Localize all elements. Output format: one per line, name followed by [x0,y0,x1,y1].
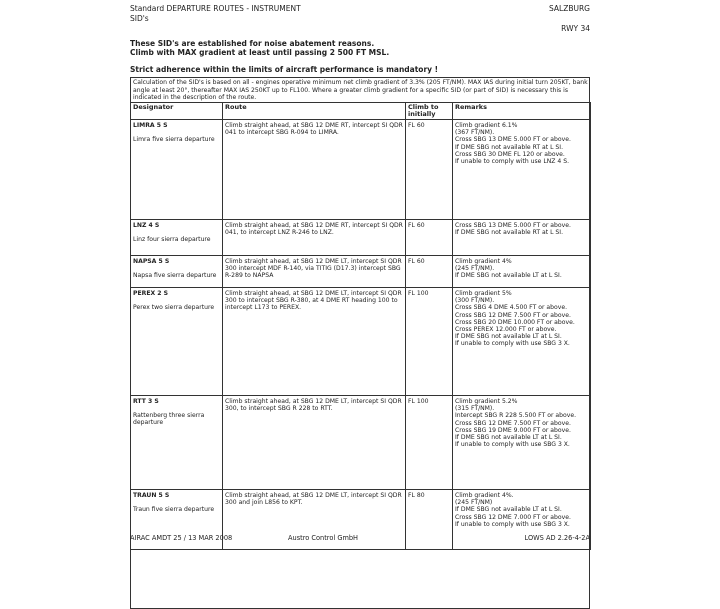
climb-cell: FL 60 [406,220,453,256]
location-name: SALZBURG [548,4,590,13]
climb-header: Climb to initially [406,103,453,120]
remarks-cell [453,256,591,288]
route-cell: Climb straight ahead, at SBG 12 DME RT, intercept SI QDR 041 to intercept SBG R-094 to LIMRA. [223,120,406,220]
designator-cell [131,120,223,220]
remark-line: (245 FT/NM) [455,499,493,507]
remark-line: Cross PEREX 12.000 FT or above. [455,326,557,334]
climb-cell: FL 60 [406,256,453,288]
sid-designator: LNZ 4 S [133,222,160,229]
document-title: Standard DEPARTURE ROUTES - INSTRUMENT [130,4,301,13]
remark-line: (367 FT/NM). [455,129,495,137]
remark-line: If DME SBG not available LT at L SI. [455,506,562,514]
intro-notes [130,39,590,74]
climb-cell: FL 80 [406,490,453,550]
remark-line: If DME SBG not available RT at L SI. [455,229,564,237]
sid-phonetic-name: Perex two sierra departure [133,304,215,312]
remark-line: (300 FT/NM). [455,297,495,305]
footer-amendment: AIRAC AMDT 25 / 13 MAR 2008 [130,534,233,542]
sid-designator: PEREX 2 S [133,290,169,297]
remarks-cell [453,120,591,220]
remark-line: (315 FT/NM). [455,405,495,413]
sid-designator: RTT 3 S [133,398,159,405]
remark-line: Cross SBG 20 DME 10.000 FT or above. [455,318,575,326]
designator-cell [131,220,223,256]
document-subtitle: SID's [130,14,149,23]
intro-line-3: Strict adherence within the limits of aircraft performance is mandatory ! [130,65,439,74]
remarks-header: Remarks [453,103,591,120]
remark-line: Cross SBG 12 DME 7.500 FT or above. [455,419,571,427]
intro-line-1: These SID's are established for noise abatement reasons. [130,39,375,48]
climb-cell: FL 60 [406,120,453,220]
remarks-cell [453,396,591,490]
remark-line: Cross SBG 12 DME 7.000 FT or above. [455,513,571,521]
remark-line: If DME SBG not available LT at L SI. [455,333,562,341]
remark-line: If unable to comply with use SBG 3 X. [455,441,570,449]
remark-line: If unable to comply with use SBG 3 X. [455,340,570,348]
remark-line: If unable to comply with use SBG 3 X. [455,520,570,528]
remark-line: If DME SBG not available RT at L SI. [455,143,564,151]
route-cell: Climb straight ahead, at SBG 12 DME LT, intercept SI QDR 300 to intercept SBG R-380, at 4 DME RT heading 100 to intercept L173 to PEREX. [223,288,406,396]
remark-line: Climb gradient 6.1% [455,122,518,129]
remark-line: If unable to comply with use LNZ 4 S. [455,158,570,166]
remarks-cell [453,220,591,256]
sid-table-header [131,103,591,120]
sid-row [131,220,591,256]
sid-designator: NAPSA 5 S [133,258,170,265]
remark-line: Cross SBG 13 DME 5.000 FT or above. [455,222,571,229]
sid-table-body [131,120,591,550]
remark-line: (245 FT/NM). [455,265,495,273]
sid-row [131,120,591,220]
route-header: Route [223,103,406,120]
footer-page-ref: LOWS AD 2.26-4-2A [524,534,590,542]
remark-line: Cross SBG 12 DME 7.500 FT or above. [455,311,571,319]
remark-line: Intercept SBG R 228 5.500 FT or above. [455,412,577,420]
route-cell: Climb straight ahead, at SBG 12 DME LT, intercept SI QDR 300 intercept MDF R-140, via TITIG (D17.3) intercept SBG R-289 to NAPSA [223,256,406,288]
sid-phonetic-name: Linz four sierra departure [133,236,211,244]
sid-row [131,288,591,396]
remark-line: Climb gradient 5% [455,290,512,297]
intro-line-2: Climb with MAX gradient at least until passing 2 500 FT MSL. [130,48,390,57]
remark-line: Cross SBG 13 DME 5.000 FT or above. [455,136,571,144]
sid-phonetic-name: Limra five sierra departure [133,136,215,144]
sid-row [131,256,591,288]
remark-line: Cross SBG 30 DME FL 120 or above. [455,150,565,158]
route-cell: Climb straight ahead, at SBG 12 DME LT, intercept SI QDR 300 and join L856 to KPT. [223,490,406,550]
climb-cell: FL 100 [406,288,453,396]
sid-phonetic-name: Traun five sierra departure [133,506,215,514]
calculation-note: Calculation of the SID's is based on all - engines operative minimum net climb gradient of 3.3% (205 FT/NM). MAX IAS during initial turn 205KT, bank angle at least 20°, thereafter MAX IAS 250KT up to FL100. Where a greater climb gradient for a specific SID (or part of SID) is necessary this is indicated in the description of the route. [133,79,588,102]
climb-cell: FL 100 [406,396,453,490]
remark-line: Cross SBG 19 DME 9.000 FT or above. [455,426,571,434]
chart-page [130,4,590,540]
remark-line: If DME SBG not available LT at L SI. [455,272,562,280]
remarks-cell [453,288,591,396]
remark-line: Climb gradient 4%. [455,492,514,499]
sid-designator: TRAUN 5 S [133,492,170,499]
remark-line: Climb gradient 5.2% [455,398,518,405]
route-cell: Climb straight ahead, at SBG 12 DME LT, intercept SI QDR 300, to intercept SBG R 228 to RTT. [223,396,406,490]
sid-row [131,396,591,490]
designator-cell [131,396,223,490]
remark-line: Cross SBG 4 DME 4.500 FT or above. [455,304,568,312]
route-cell: Climb straight ahead, at SBG 12 DME RT, intercept SI QDR 041, to intercept LNZ R-246 to LNZ. [223,220,406,256]
remark-line: If DME SBG not available LT at L SI. [455,434,562,442]
sid-phonetic-name: Napsa five sierra departure [133,272,217,280]
sid-phonetic-name: Rattenberg three sierra departure [133,412,205,427]
designator-header: Designator [131,103,223,120]
footer-publisher: Austro Control GmbH [288,534,359,542]
sid-designator: LIMRA 5 S [133,122,168,129]
designator-cell [131,256,223,288]
sid-table [130,102,591,550]
designator-cell [131,288,223,396]
sid-box [130,77,590,609]
remark-line: Climb gradient 4% [455,258,512,265]
runway-label: RWY 34 [561,24,590,33]
